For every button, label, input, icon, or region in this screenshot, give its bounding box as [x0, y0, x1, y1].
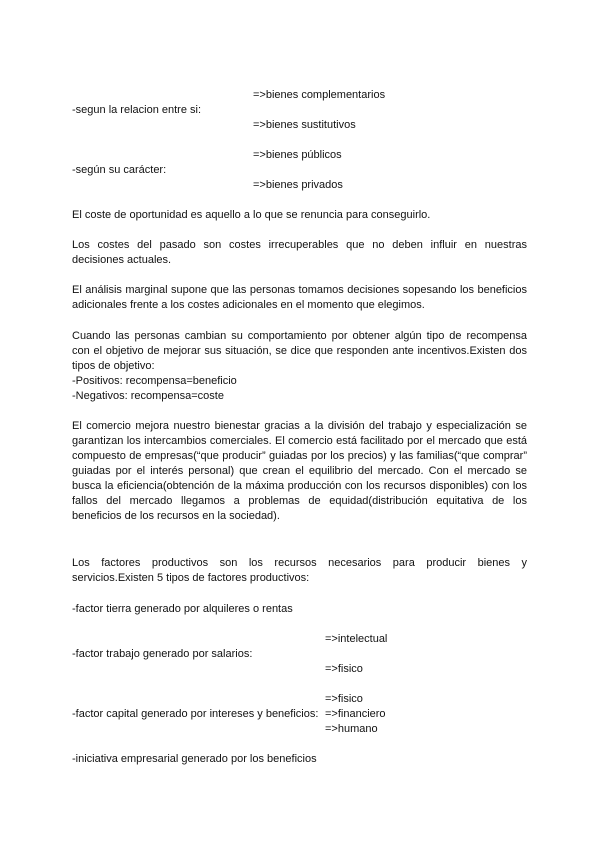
factor-fisico-trabajo: =>fisico [325, 663, 363, 675]
paragraph-line: adicionales frente a los costes adicionales en el momento que elegimos. [72, 299, 425, 311]
bienes-complementarios: =>bienes complementarios [253, 89, 386, 101]
bienes-sustitutivos: =>bienes sustitutivos [253, 119, 356, 131]
paragraph-line: decisiones actuales. [72, 254, 172, 266]
caracter-label: -según su carácter: [72, 164, 167, 176]
paragraph-factores [72, 556, 527, 586]
factor-iniciativa: -iniciativa empresarial generado por los beneficios [72, 753, 317, 765]
paragraph-line: guiadas por el interés personal) que crean el equilibrio del mercado. Con el mercado se [72, 465, 527, 477]
paragraph-line: tipos de objetivo: [72, 360, 155, 372]
factor-capital: -factor capital generado por intereses y beneficios: [72, 708, 319, 720]
paragraph-incentivos [72, 329, 527, 404]
paragraph-costes-pasado [72, 238, 527, 268]
paragraph-line: compuesto de empresas(“que producir” guiadas por los precios) y las familias(“que comprar” [72, 450, 527, 462]
factor-tierra: -factor tierra generado por alquileres o rentas [72, 603, 293, 615]
paragraph-line: fallos del mercado llegamos a problemas de equidad(distribución equitativa de los [72, 495, 527, 507]
paragraph-line: El comercio mejora nuestro bienestar gracias a la división del trabajo y especialización se [72, 420, 527, 432]
bienes-publicos: =>bienes públicos [253, 149, 342, 161]
paragraph-marginal [72, 283, 527, 313]
paragraph-line: busca la eficiencia(obtención de la máxima producción con los recursos disponibles) con los [72, 480, 527, 492]
paragraph-line: Los factores productivos son los recursos necesarios para producir bienes y [72, 557, 527, 569]
paragraph-line: Los costes del pasado son costes irrecuperables que no deben influir en nuestras [72, 239, 527, 251]
factor-trabajo: -factor trabajo generado por salarios: [72, 648, 253, 660]
paragraph-line: -Positivos: recompensa=beneficio [72, 375, 237, 387]
paragraph-oportunidad [72, 208, 527, 223]
paragraph-line: garantizan los intercambios comerciales. El comercio está facilitado por el mercado que está [72, 435, 527, 447]
paragraph-comercio [72, 419, 527, 524]
paragraph-line: con el objetivo de mejorar sus situación, se dice que responden ante incentivos.Existen dos [72, 345, 527, 357]
factor-intelectual: =>intelectual [325, 633, 388, 645]
paragraph-line: Cuando las personas cambian su comportamiento por obtener algún tipo de recompensa [72, 330, 527, 342]
relacion-label: -segun la relacion entre si: [72, 104, 202, 116]
paragraph-line: El análisis marginal supone que las personas tomamos decisiones sopesando los beneficios [72, 284, 527, 296]
factor-financiero: =>financiero [325, 708, 386, 720]
paragraph-line: servicios.Existen 5 tipos de factores productivos: [72, 572, 310, 584]
factor-humano: =>humano [325, 723, 378, 735]
paragraph-line: El coste de oportunidad es aquello a lo que se renuncia para conseguirlo. [72, 209, 431, 221]
paragraph-line: beneficios de los recursos en la sociedad). [72, 510, 280, 522]
paragraph-line: -Negativos: recompensa=coste [72, 390, 224, 402]
factor-fisico-capital: =>fisico [325, 693, 363, 705]
bienes-privados: =>bienes privados [253, 179, 343, 191]
